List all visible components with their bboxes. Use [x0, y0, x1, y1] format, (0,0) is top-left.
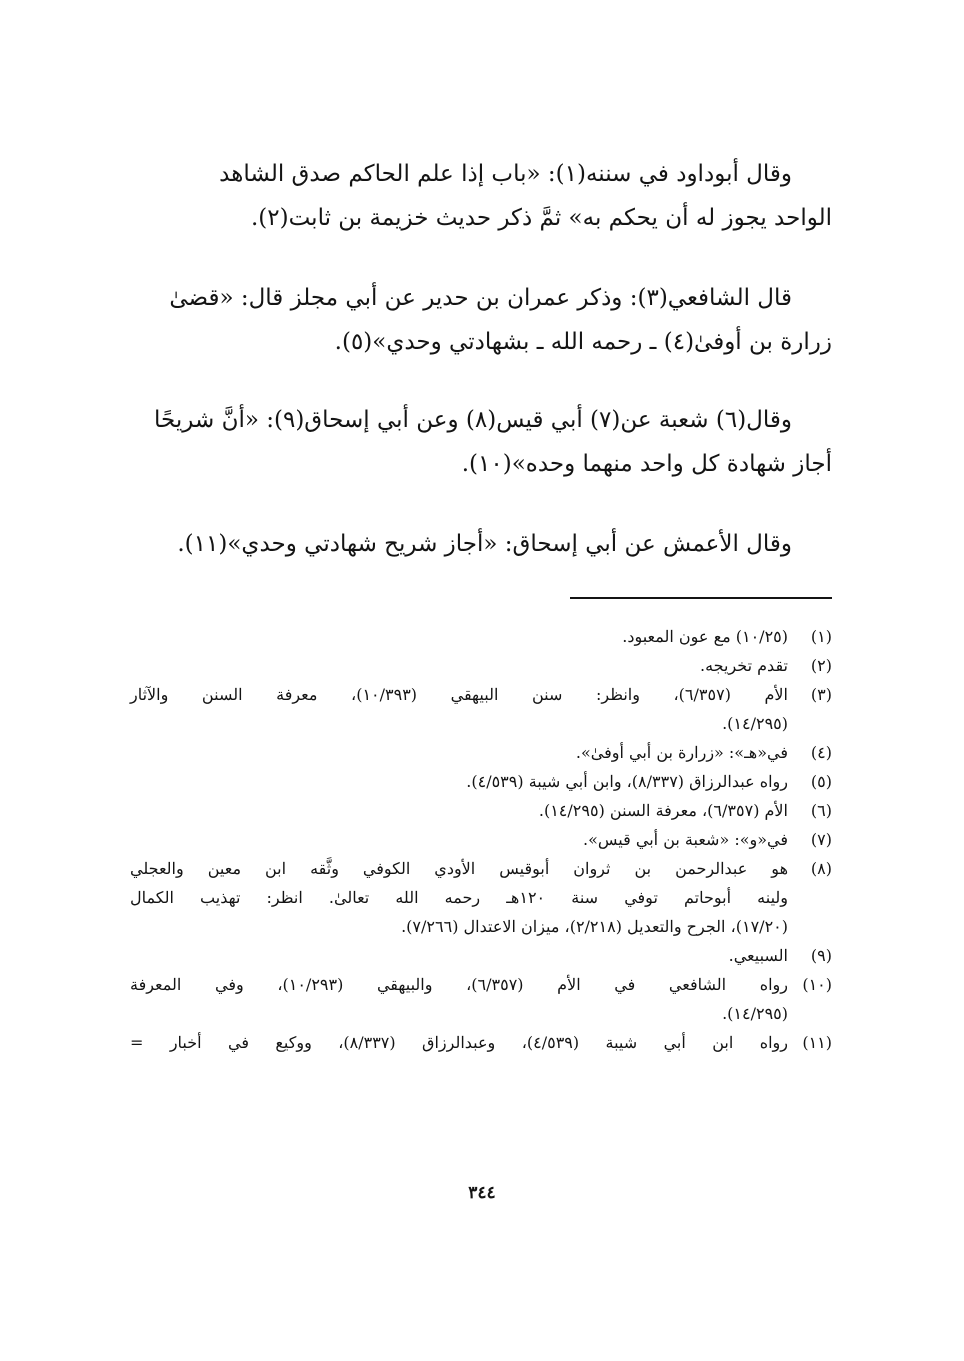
footnote-item	[130, 854, 832, 941]
footnote-line: السبيعي.	[728, 946, 788, 965]
footnote-line: (١٤/٢٩٥).	[722, 714, 788, 733]
footnote-item	[130, 622, 832, 651]
footnote-separator	[570, 597, 832, 599]
footnote-number: (٣)	[810, 685, 832, 704]
footnote-item	[130, 1028, 832, 1057]
footnote-number: (٥)	[810, 772, 832, 791]
footnote-line: (١٤/٢٩٥).	[722, 1004, 788, 1023]
footnote-item	[130, 941, 832, 970]
footnote-item	[130, 767, 832, 796]
footnote-line: في«و»: «شعبة بن أبي قيس».	[583, 830, 788, 849]
footnote-line: ولينه أبوحاتم توفي سنة ١٢٠هـ رحمه الله تعالىٰ. انظر: تهذيب الكمال	[130, 888, 788, 907]
footnote-item	[130, 738, 832, 767]
footnote-number: (١١)	[802, 1033, 832, 1052]
footnote-line: رواه عبدالرزاق (٨/٣٣٧)، وابن أبي شيبة (٤/٥٣٩).	[466, 772, 788, 791]
footnote-item	[130, 796, 832, 825]
body-paragraph	[130, 276, 832, 364]
footnote-number: (٩)	[810, 946, 832, 965]
page-number: ٣٤٤	[468, 1183, 496, 1203]
paragraph-line: الواحد يجوز له أن يحكم به» ثمَّ ذكر حديث خزيمة بن ثابت(٢).	[250, 205, 832, 231]
body-paragraph	[130, 152, 832, 240]
footnote-line: في«هـ»: «زرارة بن أبي أوفىٰ».	[575, 743, 788, 762]
paragraph-line: قال الشافعي(٣): وذكر عمران بن حدير عن أبي مجلز قال: «قضىٰ	[169, 285, 792, 311]
footnote-item	[130, 651, 832, 680]
paragraph-line: وقال(٦) شعبة عن(٧) أبي قيس(٨) وعن أبي إسحاق(٩): «أنَّ شريحًا	[154, 407, 792, 433]
footnote-item	[130, 970, 832, 1028]
footnote-line: (١٠/٢٥) مع عون المعبود.	[622, 627, 788, 646]
footnote-line: هو عبدالرحمن بن ثروان أبوقيس الأودي الكوفي وثَّقه ابن معين والعجلي	[130, 859, 788, 878]
footnote-number: (٦)	[810, 801, 832, 820]
body-paragraph	[130, 398, 832, 486]
footnote-line: رواه ابن أبي شيبة (٤/٥٣٩)، وعبدالرزاق (٨/٣٣٧)، ووكيع في أخبار =	[130, 1033, 788, 1052]
footnote-number: (٢)	[810, 656, 832, 675]
footnote-line: الأم (٦/٣٥٧)، معرفة السنن (١٤/٢٩٥).	[538, 801, 788, 820]
footnote-line: تقدم تخريجه.	[700, 656, 788, 675]
footnote-line: الأم (٦/٣٥٧)، وانظر: سنن البيهقي (١٠/٣٩٣)، معرفة السنن والآثار	[130, 685, 788, 704]
footnote-number: (٧)	[810, 830, 832, 849]
footnote-line: رواه الشافعي في الأم (٦/٣٥٧)، والبيهقي (١٠/٢٩٣)، وفي المعرفة	[130, 975, 788, 994]
footnote-line: (١٧/٢٠)، الجرح والتعديل (٢/٢١٨)، ميزان الاعتدال (٧/٢٦٦).	[401, 917, 788, 936]
paragraph-line: أجاز شهادة كل واحد منهما وحده»(١٠).	[461, 451, 832, 477]
footnote-number: (١٠)	[802, 975, 832, 994]
paragraph-line: وقال أبوداود في سننه(١): «باب إذا علم الحاكم صدق الشاهد	[219, 161, 792, 187]
footnote-number: (٨)	[810, 859, 832, 878]
footnote-item	[130, 825, 832, 854]
paragraph-line: وقال الأعمش عن أبي إسحاق: «أجاز شريح شهادتي وحدي»(١١).	[177, 531, 792, 557]
paragraph-line: زرارة بن أوفىٰ(٤) ـ رحمه الله ـ بشهادتي وحدي»(٥).	[334, 329, 832, 355]
footnote-number: (١)	[810, 627, 832, 646]
book-page	[130, 0, 834, 1361]
footnote-number: (٤)	[810, 743, 832, 762]
footnote-item	[130, 680, 832, 738]
body-paragraph	[130, 522, 832, 566]
footnotes	[130, 622, 832, 1057]
